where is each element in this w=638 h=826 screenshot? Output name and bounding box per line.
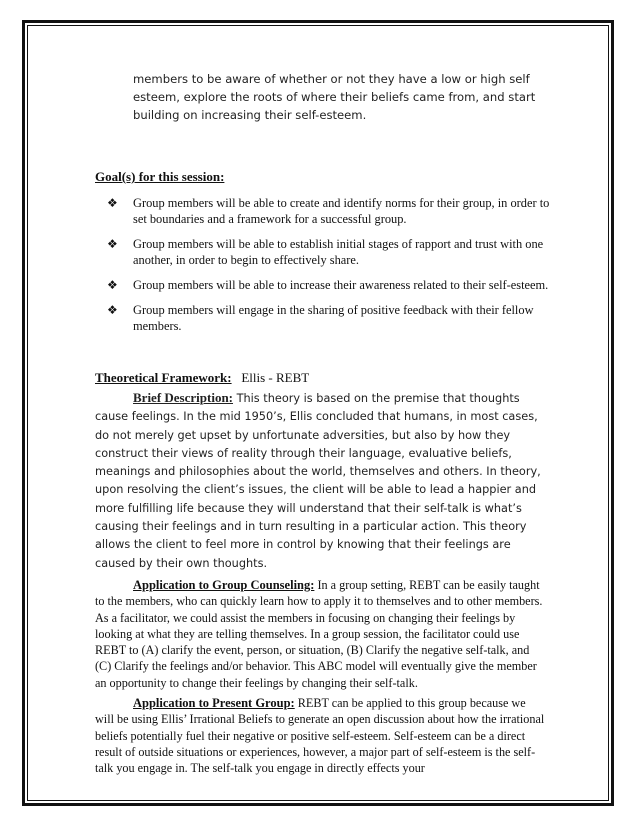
group-counseling-paragraph: [95, 577, 545, 691]
diamond-bullet-icon: ❖: [107, 278, 118, 292]
goal-item: [107, 302, 551, 334]
goal-item: [107, 277, 551, 293]
group-counseling-text: In a group setting, REBT can be easily taught to the members, who can quickly learn how to apply it to themselves and to other members. As a facilitator, we could assist the members in focusing on changing their feelings by looking at what they are telling themselves. In a group session, the facilitator could use REBT to (A) clarify the event, person, or situation, (B) Clarify the negative self-talk, and (C) Clarify the feelings and/or behavior. This ABC model will eventually give the member an opportunity to change their feelings by changing their self-talk.: [95, 577, 543, 690]
goals-list: [95, 195, 550, 334]
goal-text: Group members will be able to establish initial stages of rapport and trust with one another, in order to begin to effectively share.: [133, 237, 544, 267]
present-group-paragraph: [95, 695, 545, 776]
goals-heading: Goal(s) for this session:: [95, 169, 225, 184]
goal-item: [107, 195, 551, 227]
diamond-bullet-icon: ❖: [107, 303, 118, 317]
goal-item: [107, 236, 551, 268]
goal-text: Group members will be able to create and identify norms for their group, in order to set boundaries and a framework for a successful group.: [133, 196, 550, 226]
present-group-label: Application to Present Group:: [133, 696, 295, 711]
framework-value: Ellis - REBT: [241, 370, 310, 385]
brief-description-text: This theory is based on the premise that thoughts cause feelings. In the mid 1950’s, Ellis concluded that humans, in most cases, do not merely get upset by unfortunate adversities, but also by how they construct their views of reality through their language, evaluative beliefs, meanings and philosophies about the world, themselves and others. In theory, upon resolving the client’s issues, the client will be able to lead a happier and more fulfilling life because they will understand that their self-talk is what’s causing their feelings and in turn resulting in a particular action. This theory allows the client to feel more in control by knowing that their feelings are caused by their own thoughts.: [95, 392, 541, 570]
theoretical-framework: [95, 369, 545, 387]
document-body: [95, 70, 550, 777]
group-counseling-label: Application to Group Counseling:: [133, 577, 315, 592]
present-group-text: REBT can be applied to this group because we will be using Ellis’ Irrational Beliefs to generate an open discussion about how the irrational beliefs potentially fuel their negative or positive self-esteem. Self-esteem can be a direct result of outside situations or experiences, however, a major part of self-esteem is the self-talk you engage in. The self-talk you engage in directly effects your: [95, 696, 545, 776]
diamond-bullet-icon: ❖: [107, 196, 118, 210]
framework-label: Theoretical Framework:: [95, 370, 232, 385]
goal-text: Group members will be able to increase their awareness related to their self-esteem.: [133, 278, 549, 292]
intro-paragraph: members to be aware of whether or not they have a low or high self esteem, explore the roots of where their beliefs came from, and start building on increasing their self-esteem.: [133, 72, 536, 122]
diamond-bullet-icon: ❖: [107, 237, 118, 251]
brief-description-paragraph: [95, 389, 545, 573]
brief-description-label: Brief Description:: [133, 390, 234, 405]
goal-text: Group members will engage in the sharing of positive feedback with their fellow members.: [133, 303, 534, 333]
